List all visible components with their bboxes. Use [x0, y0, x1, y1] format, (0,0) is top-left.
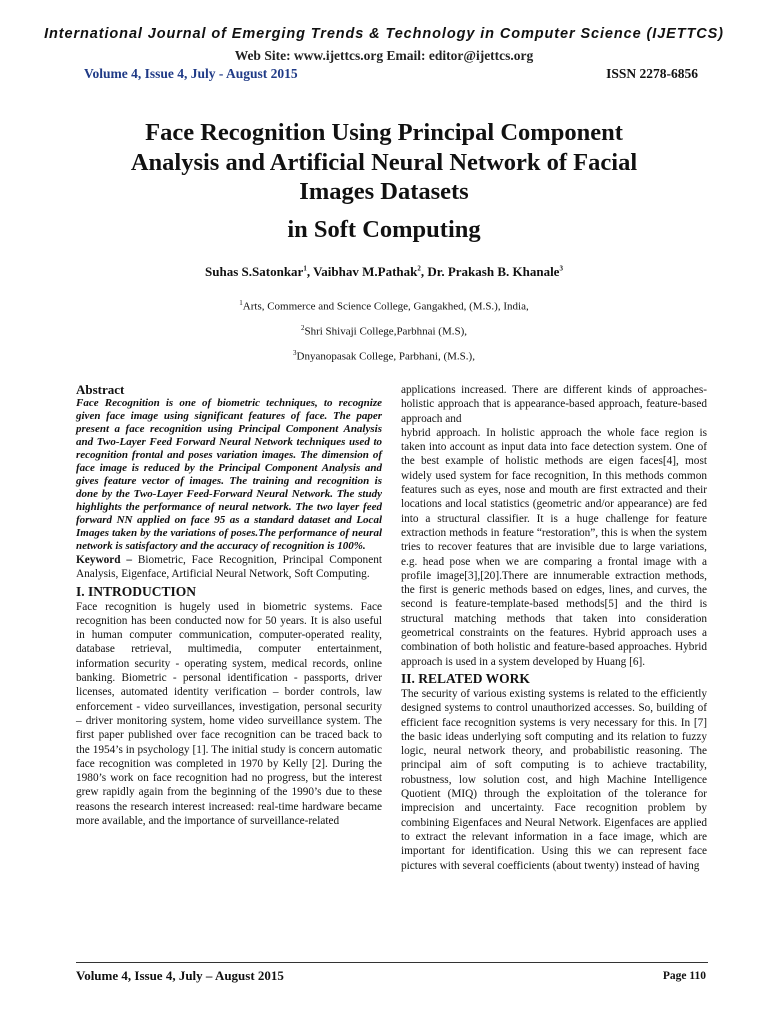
- paragraph: applications increased. There are different kinds of approaches-holistic approach that is appearance-based approach, feature-based approach and: [401, 384, 707, 425]
- keywords: [76, 553, 382, 582]
- affiliation-text: Shri Shivaji College,Parbhnai (M.S),: [304, 325, 468, 338]
- introduction-body: Face recognition is hugely used in biometric systems. Face recognition has been conducted now for 50 years. It is also useful in human computer communication, computer-operated reality, database retrieval, multimedia, computer entertainment, information security - operating system, medical records, online banking. Biometric - personal identification - passports, driver licenses, automated identity verification – border controls, law enforcement - video surveillances, investigation, personal security – driver monitoring system, home video surveillance system. The first paper published over face recognition can be traced back to the 1954’s in psychology [1]. The initial study is concern automatic face recognition was completed in 1970 by Kelly [2]. During the 1980’s work on face recognition had no progress, but the interest grew rapidly again from the beginning of the 1990’s due to these reasons the research interest increased: real-time hardware became more available, and the importance of surveillance-related: [76, 600, 382, 828]
- author-name: Dr. Prakash B. Khanale: [427, 264, 560, 279]
- author-list: Suhas S.Satonkar$^1$, Vaibhav M.Pathak$^2$, Dr. Prakash B. Khanale$^3$: [205, 264, 563, 279]
- related-work-heading: II. RELATED WORK: [401, 670, 530, 686]
- author-name: Vaibhav M.Pathak: [313, 264, 418, 279]
- paper-title: [60, 118, 708, 207]
- author-sup: 1: [303, 264, 307, 273]
- footer-divider: [76, 962, 708, 963]
- affiliation-sup: 3: [293, 349, 297, 357]
- header-volume: Volume 4, Issue 4, July - August 2015: [84, 66, 298, 81]
- title-line: Images Datasets: [299, 178, 469, 205]
- author-sup: 2: [417, 264, 421, 273]
- keywords-text: Biometric, Face Recognition, Principal Component Analysis, Eigenface, Artificial Neural Network, Soft Computing.: [76, 554, 383, 581]
- affiliation: [0, 349, 768, 363]
- affiliation: [0, 299, 768, 313]
- affiliation: [0, 324, 768, 338]
- journal-name: International Journal of Emerging Trends & Technology in Computer Science (IJETTCS): [44, 26, 724, 42]
- affiliation-sup: 1: [239, 299, 243, 307]
- author-name: Suhas S.Satonkar: [205, 264, 304, 279]
- paper-title-line-2: in Soft Computing: [287, 216, 481, 243]
- header-issn: ISSN 2278-6856: [606, 66, 698, 81]
- footer-volume: Volume 4, Issue 4, July – August 2015: [76, 968, 284, 983]
- affiliation-text: Dnyanopasak College, Parbhani, (M.S.),: [296, 350, 475, 363]
- affiliation-text: Arts, Commerce and Science College, Gangakhed, (M.S.), India,: [242, 300, 529, 313]
- right-column: [401, 383, 707, 873]
- title-line: Face Recognition Using Principal Component: [145, 119, 623, 146]
- introduction-heading: I. INTRODUCTION: [76, 583, 197, 599]
- left-column: [76, 381, 382, 828]
- title-line: Analysis and Artificial Neural Network of Facial: [130, 148, 638, 176]
- paragraph: hybrid approach. In holistic approach the whole face region is taken into account as input data into face detection system. One of the best example of holistic methods are eigen faces[4], most widely used system for face recognition, In this methods common features such as eyes, nose and mouth are first extracted and their locations and local statistics (geometric and/or appearance) are fed into a structural classifier. It is a huge challenge for feature extraction methods in feature “restoration”, this is when the system tries to recover features that are invisible due to large variations, e.g. head pose when we are comparing a frontal image with a profile image[3],[20].There are innumerable extraction methods, the first is generic methods based on edges, lines, and curves, the second is feature-template-based methods[5] and the third is structural matching methods that taken into consideration geometrical constraints on the features. Hybrid approach uses a combination of both holistic and feature-based approaches. Hybrid approach is used in a system developed by Huang [6].: [401, 426, 707, 668]
- abstract-heading: Abstract: [76, 382, 125, 397]
- affiliation-sup: 2: [300, 324, 305, 332]
- page-number: Page 110: [662, 970, 706, 982]
- keywords-label: Keyword –: [76, 554, 133, 566]
- related-work-body: The security of various existing systems is related to the efficiently designed systems to control unauthorized accesses. So, building of efficient face recognition systems is very necessary for this. In [7] the basic ideas underlying soft computing and its relation to fuzzy logic, neural network theory, and probabilistic reasoning. The principal aim of soft computing is to achieve tractability, robustness, low solution cost, and high Machine Intelligence Quotient (MIQ) through the exploitation of the tolerance for imprecision and uncertainty. Face recognition problem by combining Eigenfaces and Neural Network. Eigenfaces are applied to extract the relevant information in a face image, which are important for identification. Using this we can represent face pictures with several coefficients (about twenty) instead of having: [401, 687, 707, 872]
- author-sup: 3: [559, 264, 563, 273]
- abstract-body: Face Recognition is one of biometric techniques, to recognize given face image using significant features of face. The paper present a face recognition using Principal Component Analysis and Two-Layer Feed Forward Neural Network techniques used to recognition frontal and poses variation images. The dimension of face image is reduced by the Principal Component Analysis and gives feature vector of images. The training and recognition is done by the Two-Layer Feed-Forward Neural Network. The study highlights the performance of neural network. The two layer feed forward NN applied on face 95 as a standard dataset and Local Images taken by the variations of poses.The performance of neural network is satisfactory and the accuracy of recognition is 100%.: [76, 397, 382, 552]
- journal-website: Web Site: www.ijettcs.org Email: editor@ijettcs.org: [234, 48, 534, 63]
